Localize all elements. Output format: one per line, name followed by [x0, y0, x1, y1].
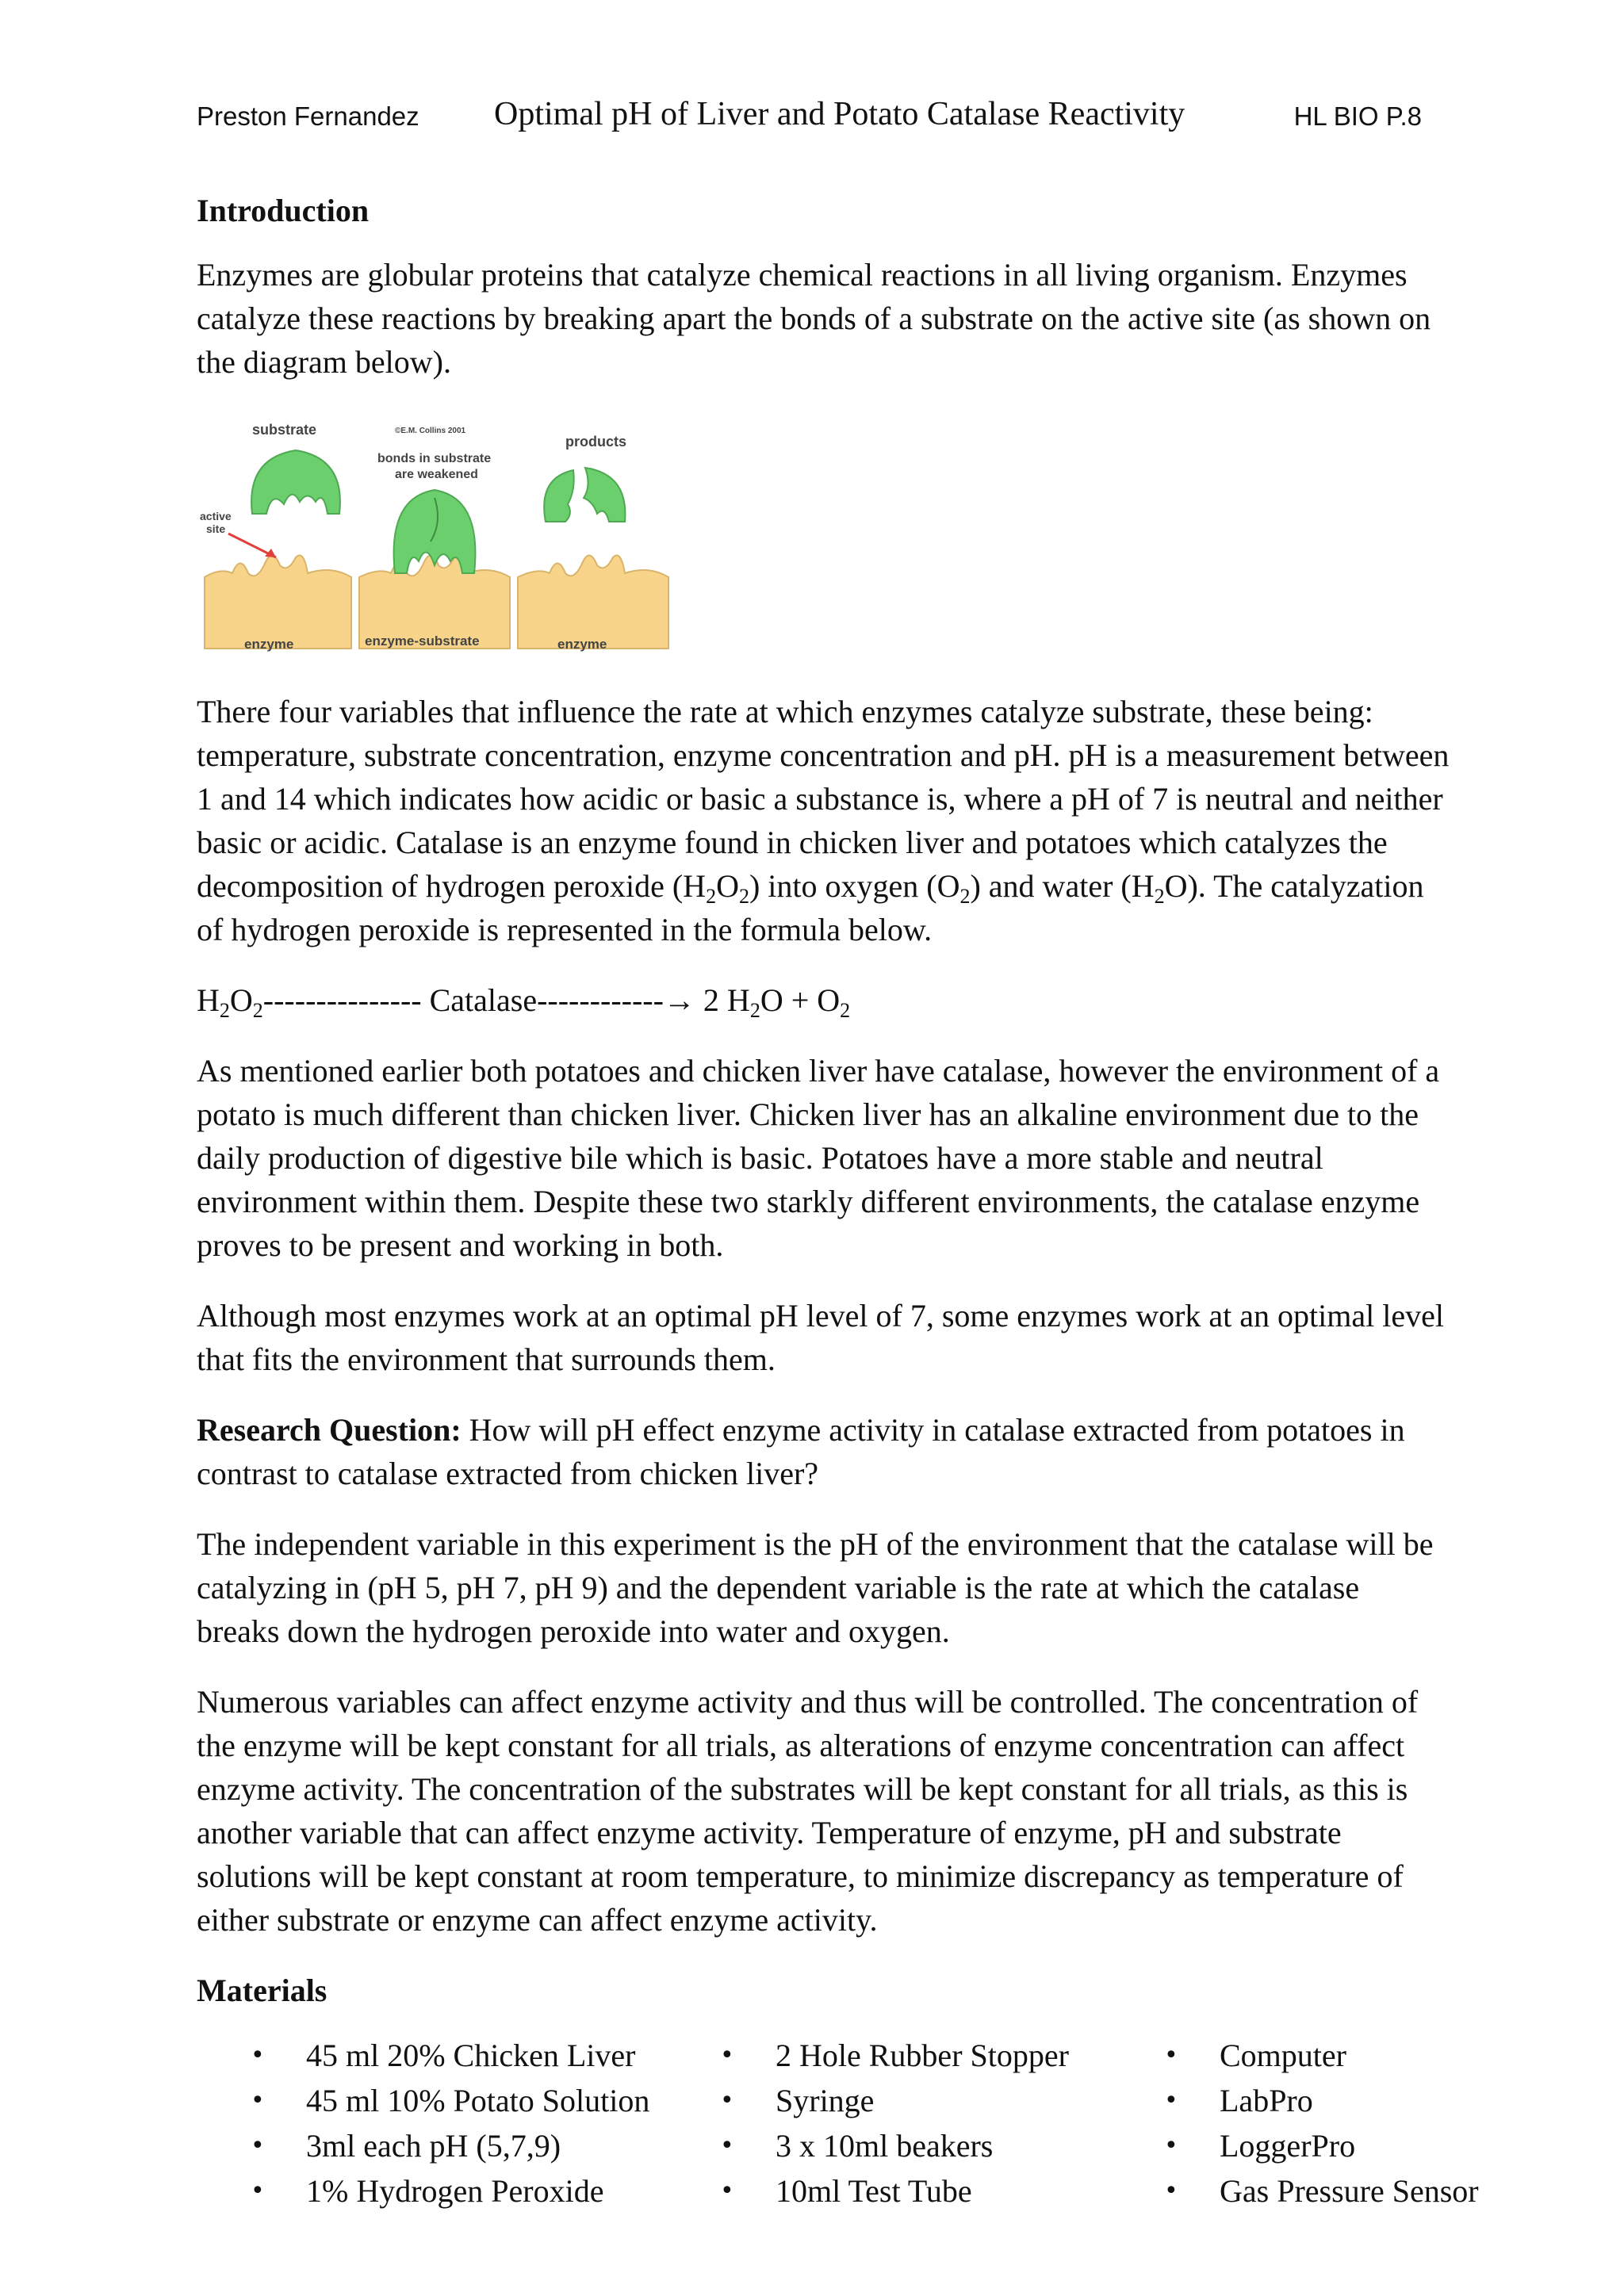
- label-bonds-2: are weakened: [395, 468, 478, 481]
- list-item: • 45 ml 20% Chicken Liver: [251, 2033, 649, 2078]
- label-enzyme-substrate: enzyme-substrate: [365, 633, 480, 649]
- enzyme-shape-left: [205, 556, 351, 649]
- list-item: • LoggerPro: [1164, 2123, 1479, 2168]
- enzyme-diagram-svg: [197, 411, 672, 656]
- enzyme-diagram: [197, 411, 1450, 656]
- label-products: products: [565, 434, 627, 450]
- list-item: • Computer: [1164, 2033, 1479, 2078]
- label-active-1: active: [200, 510, 232, 522]
- research-question-label: Research Question:: [197, 1412, 462, 1448]
- intro-paragraph-2: There four variables that influence the rate at which enzymes catalyze substrate, these being: temperature, substrate concentration, enzyme concentration and pH. pH is a measurement between 1 and 14 which indicates how acidic or basic a substance is, where a pH of 7 is neutral and neither basic or acidic. Catalase is an enzyme found in chicken liver and potatoes which catalyzes the decomposition of hydrogen peroxide $(H_2O_2)$ into oxygen $(O_2)$ and water $(H_2O)$. The catalyzation of hydrogen peroxide is represented in the formula below.: [197, 694, 1450, 947]
- introduction-heading: Introduction: [197, 193, 370, 228]
- intro-paragraph-3: As mentioned earlier both potatoes and chicken liver have catalase, however the environment of a potato is much different than chicken liver. Chicken liver has an alkaline environment due to the daily production of digestive bile which is basic. Potatoes have a more stable and neutral environment within them. Despite these two starkly different environments, the catalase enzyme proves to be present and working in both.: [197, 1053, 1440, 1263]
- arrow-icon: →: [663, 982, 695, 1018]
- materials-column-1: [251, 2033, 649, 2214]
- research-question: [197, 1408, 1450, 1495]
- label-substrate: substrate: [252, 422, 317, 438]
- intro-paragraph-4: Although most enzymes work at an optimal pH level of 7, some enzymes work at an optimal level that fits the environment that surrounds them.: [197, 1298, 1444, 1377]
- list-item: • 10ml Test Tube: [720, 2168, 1069, 2214]
- document-title: Optimal pH of Liver and Potato Catalase Reactivity: [494, 96, 1185, 132]
- research-question-text: How will pH effect enzyme activity in catalase extracted from potatoes in contrast to catalase extracted from chicken liver?: [197, 1412, 1405, 1491]
- label-enzyme-left: enzyme: [244, 637, 294, 652]
- list-item: • Syringe: [720, 2078, 1069, 2123]
- product-shape-left: [544, 470, 574, 522]
- course-label: HL BIO P.8: [1293, 101, 1422, 131]
- list-item: • 3 x 10ml beakers: [720, 2123, 1069, 2168]
- catalase-equation: $H_2O_2---------------$ Catalase------------→ 2 $H_2O + O_2$: [197, 982, 851, 1022]
- materials-heading: Materials: [197, 1973, 327, 2008]
- label-active-2: site: [206, 522, 226, 535]
- page-header: [197, 95, 1434, 143]
- materials-column-3: [1164, 2033, 1479, 2214]
- materials-list: [197, 2033, 1479, 2223]
- list-item: • 1% Hydrogen Peroxide: [251, 2168, 649, 2214]
- substrate-shape: [251, 450, 340, 514]
- document-body: [197, 189, 1479, 2223]
- label-copyright: ©E.M. Collins 2001: [395, 427, 466, 435]
- list-item: • Gas Pressure Sensor: [1164, 2168, 1479, 2214]
- enzyme-shape-right: [518, 556, 668, 649]
- list-item: • 2 Hole Rubber Stopper: [720, 2033, 1069, 2078]
- variables-paragraph: The independent variable in this experiment is the pH of the environment that the catalase will be catalyzing in (pH 5, pH 7, pH 9) and the dependent variable is the rate at which the catalase breaks down the hydrogen peroxide into water and oxygen.: [197, 1526, 1434, 1649]
- label-enzyme-right: enzyme: [557, 637, 607, 652]
- list-item: • 3ml each pH (5,7,9): [251, 2123, 649, 2168]
- controlled-variables-paragraph: Numerous variables can affect enzyme activity and thus will be controlled. The concentration of the enzyme will be kept constant for all trials, as alterations of enzyme concentration can affect enzyme activity. The concentration of the substrates will be kept constant for all trials, as this is another variable that can affect enzyme activity. Temperature of enzyme, pH and substrate solutions will be kept constant at room temperature, to minimize discrepancy as temperature of either substrate or enzyme can affect enzyme activity.: [197, 1684, 1419, 1938]
- materials-column-2: [720, 2033, 1069, 2214]
- list-item: • 45 ml 10% Potato Solution: [251, 2078, 649, 2123]
- intro-paragraph-1: Enzymes are globular proteins that catalyze chemical reactions in all living organism. Enzymes catalyze these reactions by breaking apart the bonds of a substrate on the active site (as shown on the diagram below).: [197, 257, 1431, 380]
- label-bonds-1: bonds in substrate: [377, 452, 492, 465]
- product-shape-right: [584, 468, 625, 522]
- author-name: Preston Fernandez: [197, 101, 419, 131]
- list-item: • LabPro: [1164, 2078, 1479, 2123]
